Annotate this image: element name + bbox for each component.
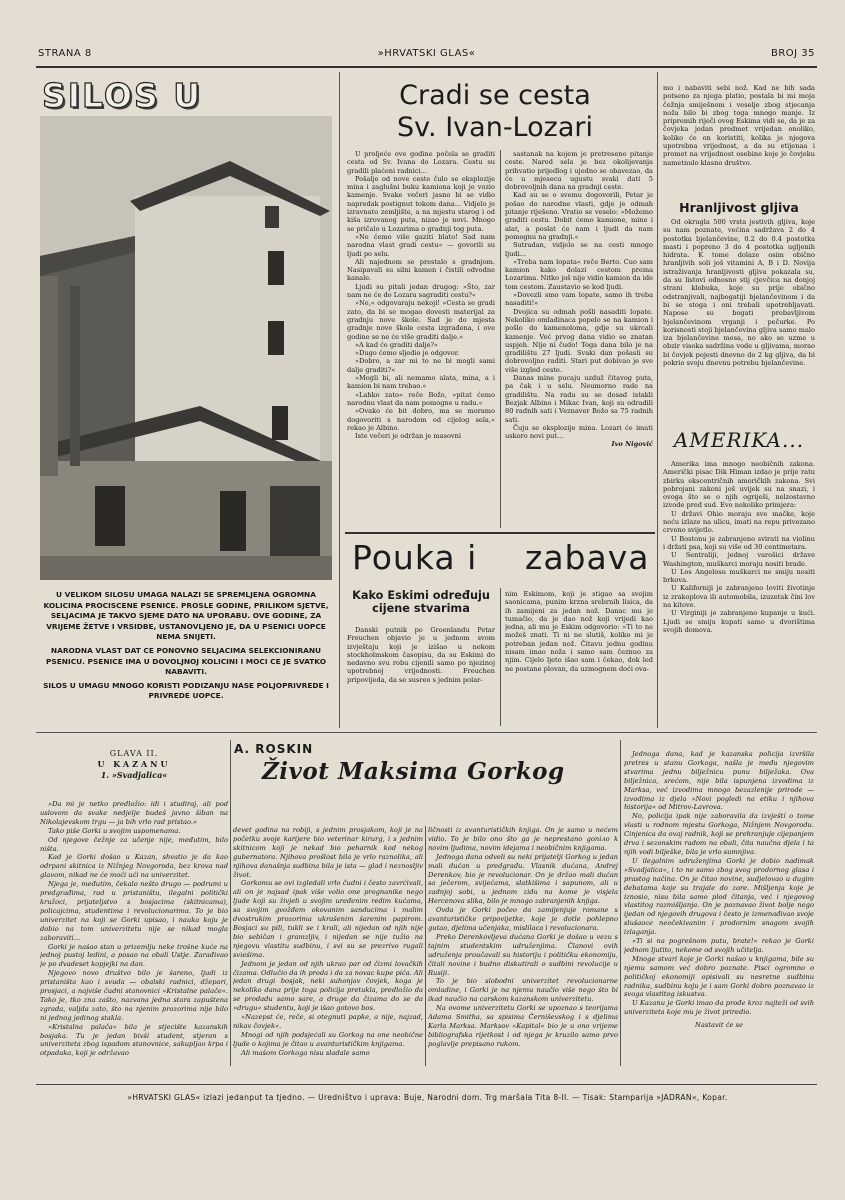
paragraph: Ovda je Gorki počeo da zamijenjuje romane s avanturističke pripovijetke, koje je dotle pohlepno gutao, djelima učenjaka, mislilaca i revolucionara. <box>428 906 618 932</box>
paragraph: U Bostonu je zabranjeno svirati na violinu i držati psa, koji su više od 30 centimetara. <box>663 534 815 551</box>
chapter-heading <box>40 748 228 781</box>
pouka-headline-part2: zabava <box>525 538 650 577</box>
page-number: STRANA 8 <box>38 48 92 59</box>
page-header <box>38 48 815 66</box>
caption-paragraph: U VELIKOM SILOSU UMAGA NALAZI SE SPREMLJENA OGROMNA KOLICINA PROCISCENE PSENICE. PROSLE GODINE, PRILIKOM SJETVE, SELJACIMA JE TAKVO SJEME DATO NA UPORABU. OVE GODINE, ZA VRIJEME ŽETVE I VRSIDBE, USTANOVLJENO JE, DA U PSENICI UOPCE NEMA SNIJETI. <box>43 590 329 642</box>
paragraph: U proljeće ove godine počela se graditi cesta od Sv. Ivana do Lozara. Cestu su gradili plaćeni radnici... <box>347 150 495 175</box>
paragraph: Od okrugla 500 vrsta jestivih gljiva, koje su nam poznate, većina sadržava 2 do 4 postotka bjelančevine, 0.2 do 0.4 postotka masti i popreno 3 do 4 postotka ugljenih hidrata. K tome dolaze osim obično hranljivih soli još vitamini A, B i D. Novija istraživanja hranljivosti gljiva pokazala su, da su listovi odnosno stij cjevčica na donjoj strani klobuka, koje su prije obično odstranjivali, najbogatiji bjelančevinom i da bi se stoga i oni trebali upotrebljavati. Napose su bogati probavljivom bjelančevinom vrganji i pečurke. Po korisnosti stoji bjelančevina gljiva samo malo iza bjelančevine mesa, no ako se uzme u obzir visoka sadržina vode u gljivama, morao bi čovjek pojesti dnevno do 2 kg gljiva, da bi pokrio svoju dnevnu potrebu bjelančevine. <box>663 218 815 368</box>
serial-author: A. ROSKIN <box>234 742 314 756</box>
column-rule <box>620 740 621 1066</box>
paragraph: Jednoga dana, kad je kazanska policija izvršila pretres u stanu Gorkoga, našla je među njegovim stvarima jednu bilježnicu punu bilježaka. Ova bilježnica, srećom, nije bila ispunjena izvodima iz Marksa, već izvodima mnogo bezazlenije prirode — izvodima iz djela »Novi pogledi na etiku i njihova historija« od Mitrov-Lavrova. <box>624 750 814 812</box>
paragraph: »A kad će graditi dalje?« <box>355 340 439 349</box>
eskimo-headline: Kako Eskimi određuju cijene stvarima <box>352 589 490 615</box>
paragraph: U Sentraliji, jednoj varošici države Washington, muškarci moraju nositi brade. <box>663 551 815 568</box>
silos-headline: SILOS U <box>42 76 203 115</box>
issue-number: BROJ 35 <box>770 48 815 59</box>
paragraph: Njega je, međutim, čekalo nešto drugo — podrumi u predgrađima, rad u pristaništu, ilegalni politički kružoci, prijateljstvo s bosjacima (skitnicama), policajcima, studentima i revolucionarima. To je bio univerzitet na koji se Gorki upisao, i nauka koju je dobio na tom univerzitetu nije se nikad mogla zaboraviti... <box>40 880 228 942</box>
paragraph: Sutradan, vidjelo se na cesti mnogo ljudi... <box>505 241 653 258</box>
paragraph: Mnoge stvari koje je Gorki našao u knjigama, bile su njemu samom već dobro poznate. Pisci ogromno o političkoj ekonomiji opisivali su nesretne sudbinu radnika, sudbinu koju je i sam Gorki dobro poznavao iz svoga vlastitog iskustva. <box>624 954 814 999</box>
cesta-column-1 <box>347 150 495 528</box>
paragraph: Iste večeri je održan je masovni <box>355 432 462 441</box>
article-signature: Ivo Nigović <box>611 440 653 449</box>
publisher-footer: »HRVATSKI GLAS« izlazi jedanput ta tjedno. — Uredništvo i uprava: Buje, Narodni dom. Trg maršala Tita 8-II. — Tisak: Stamparija »JADRAN«, Kopar. <box>127 1093 728 1102</box>
paragraph: »Ne,« odgovaraju nekoji! »Cesta se gradi zato, da bi se mogao dovesti materijal za gradnju nove škole. Sad je do mjesta gradnje nove škole cesta izgrađena, i ove godine se ne će više graditi dalje.« <box>347 299 495 341</box>
section-rule <box>345 532 655 534</box>
silo-building-illustration <box>40 116 332 580</box>
gljive-body <box>663 218 815 416</box>
paragraph: nim Eskimom, koji je stigao sa svojim saonicama, punim krzna srebrnih lisica, da ih zamijeni za jedan nož. Danac mu je tumačio, da je dao nož koji vrijedi kao jedna, ali mu je Eskim odgovorio: »Ti to ne možeš znati. Ti ni ne slutiš, koliko mi je potreban jedan nož. Čitavu jednu godinu nisam imao noža i samo sam čeznuo za njim. Cijelo ljeto išao sam i čekao, dok led ne postane plovan, da uzmognem doći ova- <box>505 590 653 673</box>
cesta-column-2 <box>505 150 653 528</box>
paragraph: »Ne ćemo više gaziti blato! Sad nam narodna vlast gradi cestu« — govorili su ljudi po selu. <box>347 232 495 258</box>
paragraph: »Dovezli smo vam lopate, samo ih treba nasaditi!« <box>505 291 653 308</box>
silos-caption <box>40 590 332 705</box>
paragraph: »Kristalna palača« bila je stjecište kazanskih bosjaka. Tu je jedan bivši student, stjeran s univerziteta zbog ispadom stanovnice, sakupljao krpa i otpadaka, koji je održavao <box>40 1022 228 1058</box>
paragraph: Od njegove čežnje za učenje nije, međutim, bilo ništa. <box>40 835 228 853</box>
paragraph: Dvojica su odmah pošli nasaditi lopate. Nekoliko omladinaca popelo se na kamion i pošlo do kamenoloma, gdje su ukrcali kamenje. Već prvog dana vidio se znatan uspjeh. Nije ni čudo! Toga dana bilo je na gradilištu 27 ljudi. Svaki dan pošasli su dobrovoljno raditi. Stari put dobivao je sve više izgled ceste. <box>505 307 653 374</box>
paragraph: U Virginiji je zabranjeno kupanje u kući. Ljudi se smiju kupati samo u dvorištima svojih domova. <box>663 609 815 634</box>
paragraph: Jednoga dana odveli su neki prijatelji Gorkog u jedan mali dućan u predgrađu. Vlasnik dućana, Andrej Derenkov, bio je revolucionar. On je držao mali dućan sa ječerom, svijećama, slatkišima i sapunom, ali u zadnjoj sobi, u jednom zidu na kome je visjela Hercenova slika, bilo je mnogo zabranjenih knjiga. <box>428 852 618 906</box>
serial-headline: Život Maksima Gorkog <box>262 758 565 785</box>
paragraph: To je bio slobodni univerzitet revolucionarne omladine, i Gorki je na njemu naučio više nego što bi ikad naučio na carskom kazanskom univerzitetu. <box>428 977 618 1004</box>
paragraph: Gorkomu se ovi izgledali vrlo čudni i često zavrćivali, ali on je najsad ipak više volio one prognanike nego ljude koji su živjeli u svojim uređenim redim kućama, sa svojim gvožđem okovanim sanducima i malim dvostrukim prozorima ukrašenim šarenim papirom. Bosjaci su pili, tukli se i krali, ali nijedan od njih nije bio sebičan i gramzljiv, i nijedan se nije tužio na njegovu vlastitu sudbinu, i svi su se prezrivo rugali sviešima. <box>233 879 423 959</box>
gorki-column-3 <box>428 826 618 1066</box>
paragraph: »Lahko zato« reče Božo, »pitat ćemo narodnu vlast da nam pomogne u radu.« <box>347 390 495 407</box>
paragraph: Kad je Gorki došao u Kazan, shvatio je da kao odrpani skitnica iz Nižnjeg Novgoroda, bez krova nad glavom, nikad ne će moći ući na univerzitet. <box>40 853 228 880</box>
paragraph: Preko Derenkovljeva dućana Gorki je došao u vezu s tajnim studentskim udruženjima. Članovi ovih udruženja proučavali su historiju i političku ekonomiju, čitali novine i budno diskutirali o sudbini revolucije u Rusiji. <box>428 932 618 977</box>
paragraph: Ali najednom se prestalo s gradnjom. Nasipavali su silni kamen i čistili odvodne kanale. <box>347 257 495 283</box>
paragraph: U Kaliforniji je zabranjeno loviti životinje iz zrakoplova ili automobila, izuzetak čini lov na kitove. <box>663 584 815 610</box>
paragraph: U Los Angelosu muškarci ne smiju nositi brkova. <box>663 567 815 585</box>
column-rule <box>500 150 501 528</box>
column-rule <box>339 72 340 728</box>
paragraph: »Treba nam lopata« reče Berto. Cuo sam kamion kako dolazi cestom prema Lozarima. Nitko još nije vidio kamion da ide tom cestom. Zaustavio se kod ljudi. <box>505 257 653 291</box>
paragraph: Gorki je našao stan u prizemlju neke trošne kuće na jednoj pustoj ledini, a posao na obali Ustje. Zarađivao je po dvadeset kopjejki na dan. <box>40 942 228 969</box>
paragraph: sastanak na kojem je pretreseno pitanje ceste. Nared sela je bez okolijevanja prihvatio prijedlog i ujedno se obavezao, da će u mjesecu ugustu svaki dati 5 dobrovoljnih dana na gradnji ceste. <box>505 150 653 192</box>
paragraph: »Ti si na pogrešnom putu, brate!« rekao je Gorki jednom ljutito, nekome od svojih učitelja. <box>624 937 814 954</box>
column-rule <box>425 826 426 1066</box>
paragraph: ličnosti iz avanturističkih knjiga. On je samo u nećem vidio. To je bilo ono što ga je neprestano goniло k novim ljudima, novim idejama i neobičnim knjigama. <box>428 826 618 852</box>
chapter-number: GLAVA II. <box>109 749 159 758</box>
gorki-column-2 <box>233 826 423 1066</box>
paragraph: Kad su se o svemu dogovorili, Petar je pošao do narodne vlasti, gdje je odmah pitanje riješeno. Vratio se veselo: »Možemo graditi cestu. Dobit ćemo kamione, mine i alat, a poslat će nam i ljudi da nam pomognu na gradnji.« <box>505 191 653 241</box>
paragraph: »Mogli bi, ali nemamo alata, mina, a i kamion bi nam trebao.« <box>347 374 495 391</box>
amerika-headline: AMERIKA... <box>673 428 805 452</box>
column-rule <box>657 72 658 728</box>
paragraph: U ilegalnim udruženjima Gorki je dobio nadimak »Svadjalica«, i to ne samo zbog svog prodornog glasa i prastog načina. On je čitao novine, sudjelovao u dugim debatama koje su trajale do zore. Mišljenja koje je iznosio, nisu bila samo plod čitanja, već i njegovog vlastitog razmišljanja. On je poznavao život bolje nego ijedan od njegovih drugova i često je izmenađivao svoje slušaoce neočekivanim i prodornim snagom svojih izlaganja. <box>624 856 814 937</box>
eskimo-column-1 <box>347 626 495 726</box>
eskimo-column-2 <box>505 590 653 726</box>
paragraph: Tako piše Gorki u svojim uspomenama. <box>48 826 181 835</box>
silos-photo <box>40 116 332 580</box>
paragraph: Čuju se eksplozije mina. Lozari će imati uskoro novi put... <box>505 423 653 441</box>
paragraph: No, policija ipak nije zaboravila da izvještí o tome vlasti u rodnom mjestu Gorkoga, Nižnjem Novgorodu. Cinjenica da ovaj radnik, koji se prehranjuje cijepanjem drva i sezonskim radom na obali, čita naučna djela i ta njih vodi bilješke, bila je vrlo sumnjiva. <box>624 812 814 856</box>
paragraph: Ali mašom Gorkoga nisu sladale samo <box>241 1048 370 1057</box>
chapter-subtitle: 1. »Svadjalica« <box>100 770 168 780</box>
paragraph: Ljudi su pitali jedan drugog: »Što, zar nam ne će do Lozara sagraditi cestu?« <box>347 282 495 300</box>
paragraph: Danski putnik po Groenlandu Petar Freuchen objavio je u jednom svom izvještaju koji je izišao u nekom stockholmskom časopisu, da su Eskimi do nedavno svu robu cijenili samo po njezinoj upotrebnoj vrijednosti. Freuchen pripovijeda, da se susreo s jednim polar- <box>347 626 495 684</box>
amerika-body <box>663 460 815 722</box>
caption-paragraph: NARODNA VLAST DAT CE PONOVNO SELJACIMA SELEKCIONIRANU PSENICU. PSENICE IMA U DOVOLJNOJ KOLICINI I MOCI CE JE SVATKO NABAVITI. <box>46 645 326 677</box>
paragraph: U Kazanu je Gorki imao da prođe kroz najteži od svih univerziteta koje mu je život priredio. <box>624 999 814 1017</box>
paragraph: »Dobro, a zar mi to ne bi mogli sami dalje graditi?« <box>347 357 495 374</box>
pouka-headline <box>347 538 655 584</box>
paragraph: »Nazepst će, reče, si otegnuti papke, a nije, najzad, nikav čovjek«. <box>233 1013 423 1030</box>
paragraph: Mnogi od njih podsjećali su Gorkog na one neobične ljude o kojima je čitao u avanturističkim knjigama. <box>233 1030 423 1048</box>
cesta-headline <box>345 80 645 144</box>
paragraph: Danas mine pucaju uzduž čitavog puta, pa čak i u selu. Neumorno rade na gradilištu. Na radu su se dosad istakli Bezjak Albino i Mikac Ivan, koji su odradili 80 radnih sati i Veznaver Božo sa 75 radnih sati. <box>505 374 653 424</box>
caption-paragraph: SILOS U UMAGU MNOGO KORISTI PODIZANJU NASE POLJOPRIVREDE I PRIVREDE UOPCE. <box>43 680 329 701</box>
paragraph: devet godina na robiji, s jednim prosjakom, koji je na početku svoje karijere bio veterinar kirurg, i s jednim skitnicom koji je nekad bio peharnik kod nekog gubernatora. Njihova prošlost bila je vrlo raznolika, ali njihova današnja sudbina bila je ista — glad i neznosljiv život. <box>233 826 423 879</box>
header-rule <box>36 66 817 68</box>
paragraph: »Dugo ćemo sljedio je odgovor. <box>355 349 460 358</box>
eskimo-continuation <box>663 84 815 196</box>
paragraph: Amerika ima mnogo neobičnih zakona. Američki pisac Dik Himan izdao je prije ratu zbirku ekscentričnih američkih zakona. Svi pobrojani zakoni još uvijek su na snazi, i ovoga što se o njih ogriješi, nelzostavno izvode pred sud. Evo nekoliko primjera: <box>663 460 815 510</box>
paragraph: Jednom je jedan od njih ukrao par od čizmi lovačkih čizama. Odlučio da ih proda i da za novac kupe pića. Ali jedan drugi bosjak, neki suhonjav čovjek, koga je nekoliko dana prije toga policija pretukla, predložio da se prodadu samo sare, a druge da čizama do se da »drugu« studentu, koji je išao gotovo bos. <box>233 959 423 1013</box>
column-rule <box>500 588 501 726</box>
gljive-headline: Hranljivost gljiva <box>679 200 799 215</box>
pouka-headline-part1: Pouka i <box>352 538 478 577</box>
section-rule <box>36 732 817 733</box>
paragraph: U državi Ohio moraju sve mačke, koje noću izlaze na ulicu, imati na repu privezano crveno svijetlo. <box>663 509 815 535</box>
masthead: »HRVATSKI GLAS« <box>377 48 476 59</box>
chapter-title: U KAZANU <box>97 759 171 769</box>
paragraph: »Da mi je netko predložio: idi i studiraj, ali pod uslovom da svake nedjelje budeš javno šiban na Nikolajevskom trgu — ja bih vrlo rad pristao.« <box>40 800 228 826</box>
continued-note: Nastavit će se <box>695 1021 743 1030</box>
cesta-headline-line2: Sv. Ivan-Lozari <box>397 112 593 143</box>
paragraph: Pošalje od nove ceste čulo se eksplozije mina i zaglušni buku kamiona koji je vozio kamenje. Svake večeri jasno bi se vidio napredak postignut tokom dana... Vidjelo je izravnato zemljište, a na mjestu starog i od kiša izrovanog puta, nizao je novi. Mnogo se pričalo u Lozarima o gradnji tog puta. <box>347 174 495 233</box>
cesta-headline-line1: Cradi se cesta <box>399 80 591 111</box>
gorki-column-4 <box>624 750 814 1066</box>
paragraph: Na ovome univerzitetu Gorki se upoznao s teorijama Adama Smitha, sa spisima Černiševskog i s djelima Karla Marksa. Marksov »Kapital« bio je u ono vrijeme bibliografska rijetkost i od njega je kruzilo samo prvo poglavlje prepisano rukom. <box>428 1004 618 1048</box>
column-rule <box>230 740 231 1066</box>
footer-rule <box>36 1084 817 1085</box>
paragraph: mo i nabaviti sebi nož. Kad ne bih sada potseno za njega platio, postala bi mi moja čežnja smiješnom i veselje zbog stjecanja noža bilo bi zbog toga mnogo manje. Iz pripremih riječi ovog Eskima vidi se, da je za čovjeka jedan predmet vrijedan onoliko, koliko će on koristiti, kolika je njegova upotrebna vrijednost, a da su etijenaa i promet na vrijednost osebine koje je čovjeku nametnulo klasno društvo. <box>663 84 815 167</box>
gorki-column-1 <box>40 800 228 1065</box>
paragraph: Njegovo novo društvo bilo je šareno, ljudi iz pristaništa kao i svuda — obalski radnici, džepari, prosjaci, a najviše čudni stanovnici »Kristalne palače«. Tako je, tko zna zašto, nazvana jedna stara zapuštena zgrada, valjda zato, što na njenim prozorima nije bilo ni jednog jedinog stakla. <box>40 969 228 1022</box>
paragraph: »Ovako će bit dobro, ma se moramo dogovoriti s narodom od cijelog sela,« rekao je Albino. <box>347 407 495 432</box>
